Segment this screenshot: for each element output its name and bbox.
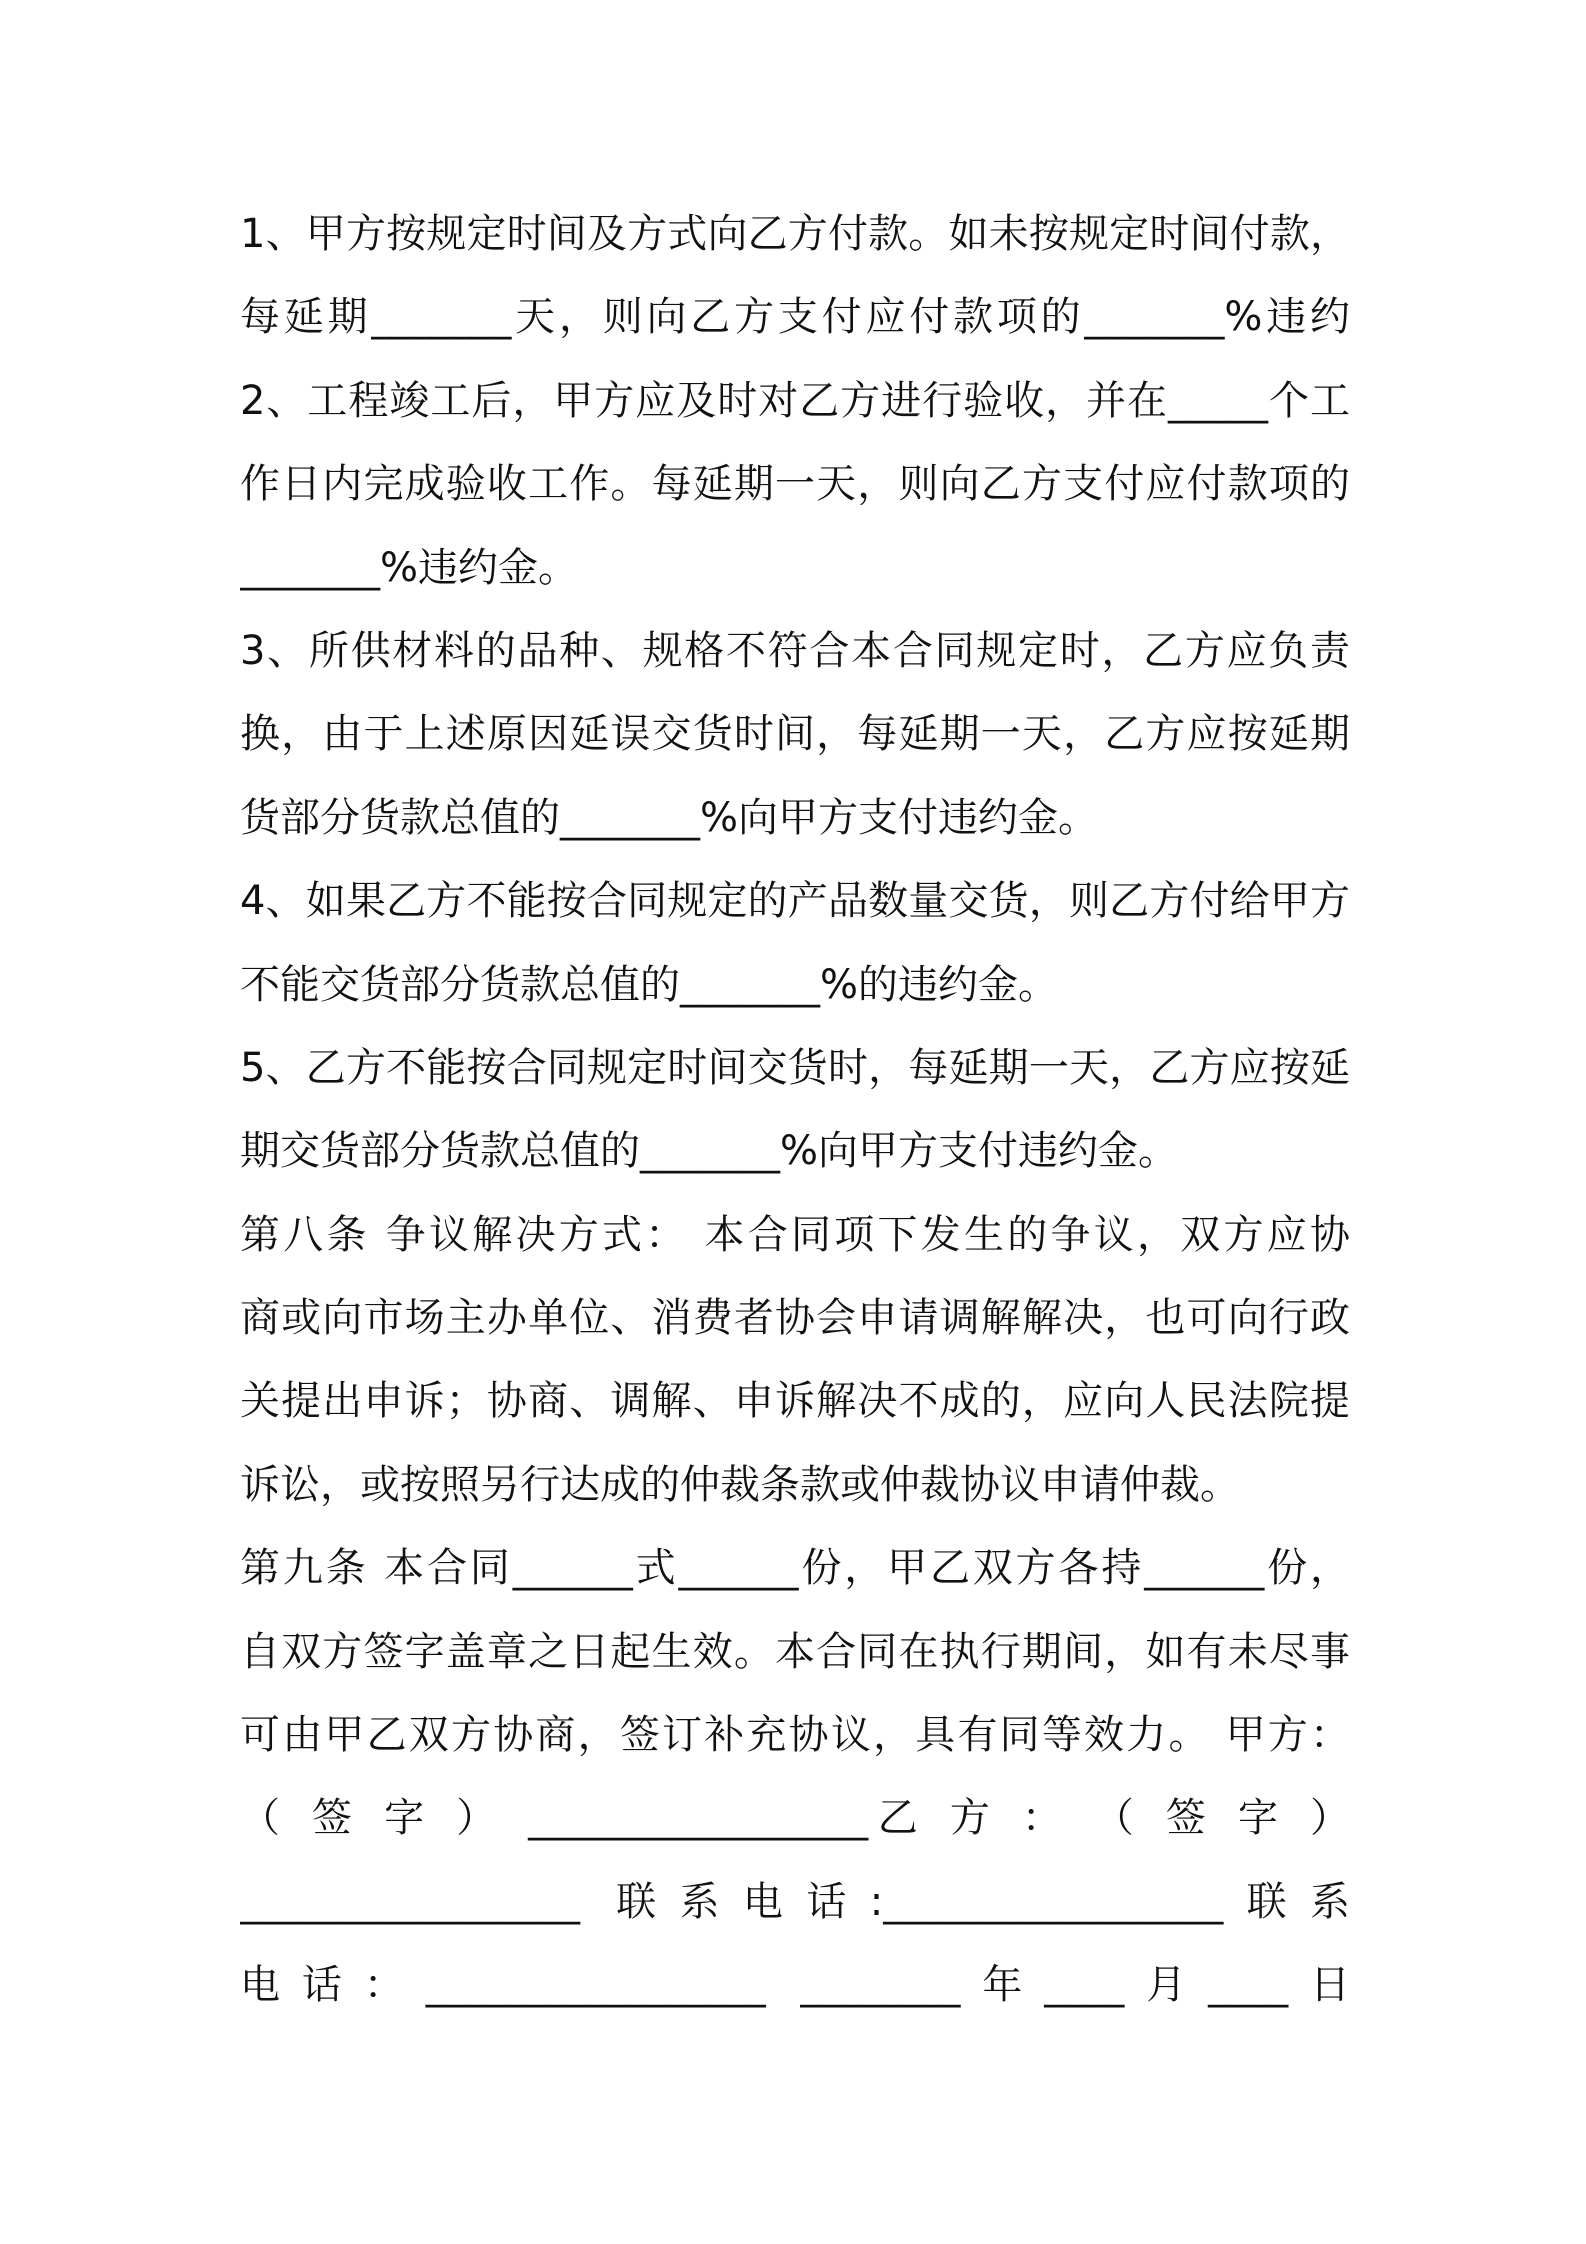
article-9-line-3: 可由甲乙双方协商，签订补充协议，具有同等效力。 甲方：: [240, 1712, 1350, 1759]
clause-5-line-1: 5、乙方不能按合同规定时间交货时，每延期一天，乙方应按延: [240, 1044, 1350, 1091]
clause-1-line-1: 1、甲方按规定时间及方式向乙方付款。如未按规定时间付款，: [240, 211, 1350, 257]
clause-5-line-2: 期交货部分货款总值的_______%向甲方支付违约金。: [240, 1128, 1179, 1175]
clause-2-line-1: 2、工程竣工后，甲方应及时对乙方进行验收，并在_____个工: [240, 377, 1350, 424]
clause-4-line-2: 不能交货部分货款总值的_______%的违约金。: [240, 961, 1059, 1008]
article-8-line-4: 诉讼，或按照另行达成的仲裁条款或仲裁协议申请仲裁。: [240, 1461, 1240, 1508]
clause-3-line-2: 换，由于上述原因延误交货时间，每延期一天，乙方应按延期: [240, 711, 1350, 758]
signature-line-3: 电话：_________________ ________年____月____日: [240, 1962, 1350, 2009]
contract-body: [240, 193, 1350, 2028]
clause-1-line-2: 每延期_______天，则向乙方支付应付款项的_______%违约: [240, 294, 1350, 341]
article-9-line-2: 自双方签字盖章之日起生效。本合同在执行期间，如有未尽事: [240, 1628, 1350, 1675]
article-9-line-1: 第九条 本合同______式______份，甲乙双方各持______份，: [240, 1545, 1350, 1592]
signature-line-1: （ 签 字 ） _________________乙 方 ： （ 签 字 ）: [240, 1795, 1350, 1842]
clause-3-line-1: 3、所供材料的品种、规格不符合本合同规定时，乙方应负责: [240, 627, 1350, 674]
article-8-line-3: 关提出申诉；协商、调解、申诉解决不成的，应向人民法院提: [240, 1378, 1350, 1425]
article-8-line-2: 商或向市场主办单位、消费者协会申请调解解决，也可向行政: [240, 1295, 1350, 1342]
clause-4-line-1: 4、如果乙方不能按合同规定的产品数量交货，则乙方付给甲方: [240, 878, 1350, 925]
clause-3-line-3: 货部分货款总值的_______%向甲方支付违约金。: [240, 794, 1099, 841]
clause-2-line-2: 作日内完成验收工作。每延期一天，则向乙方支付应付款项的: [240, 461, 1350, 508]
signature-line-2: _________________ 联系电话:_________________联系: [240, 1878, 1350, 1925]
clause-2-line-3: _______%违约金。: [240, 544, 579, 591]
article-8-line-1: 第八条 争议解决方式： 本合同项下发生的争议，双方应协: [240, 1211, 1350, 1258]
